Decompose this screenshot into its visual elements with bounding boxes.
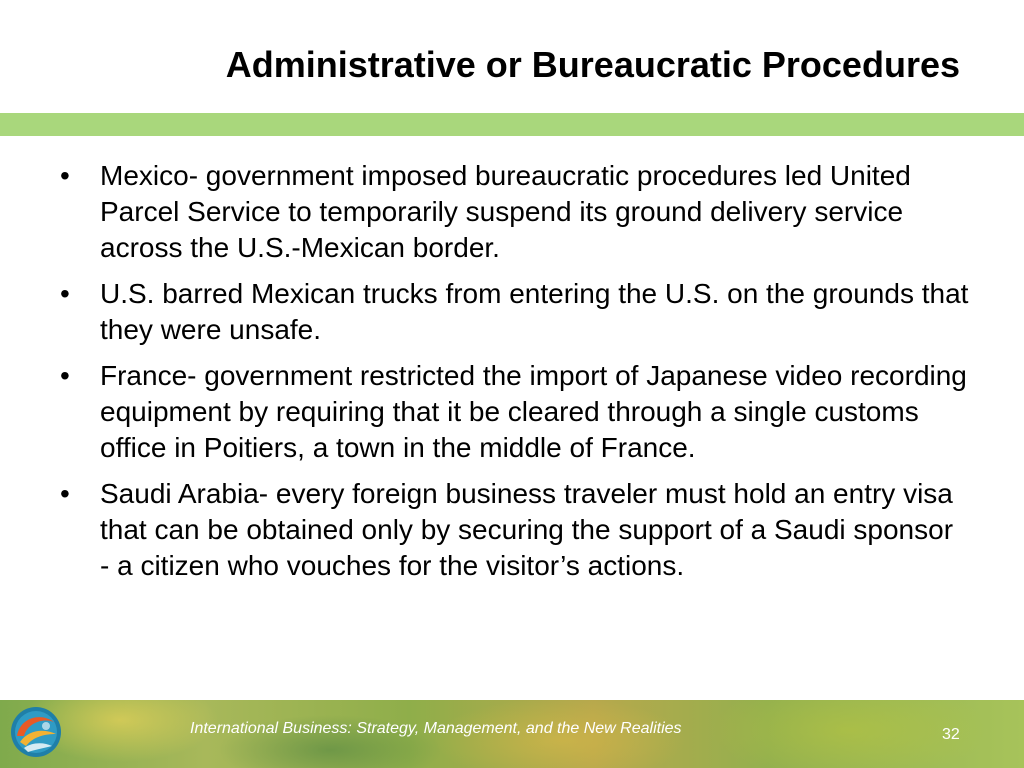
bullet-item-france (60, 358, 970, 466)
footer-banner (0, 700, 1024, 768)
footer-book-title: International Business: Strategy, Management, and the New Realities (190, 720, 682, 737)
bullet-marker: • (60, 160, 70, 191)
bullet-marker: • (60, 478, 70, 509)
bullet-marker: • (60, 278, 70, 309)
bullet-item-mexico (60, 158, 970, 266)
bullet-list (60, 158, 970, 594)
bullet-item-us (60, 276, 970, 348)
bullet-marker: • (60, 360, 70, 391)
bullet-text: France- government restricted the import of Japanese video recording equipment by requiring that it be cleared through a single customs office in Poitiers, a town in the middle of France. (100, 360, 967, 463)
title-divider-bar (0, 113, 1024, 136)
slide-title: Administrative or Bureaucratic Procedures (225, 44, 960, 85)
globe-swirl-icon (10, 706, 62, 758)
bullet-text: Mexico- government imposed bureaucratic procedures led United Parcel Service to temporarily suspend its ground delivery service across the U.S.-Mexican border. (100, 160, 911, 263)
bullet-item-saudi-arabia (60, 476, 970, 584)
bullet-text: U.S. barred Mexican trucks from entering the U.S. on the grounds that they were unsafe. (100, 278, 969, 345)
bullet-text: Saudi Arabia- every foreign business traveler must hold an entry visa that can be obtained only by securing the support of a Saudi sponsor - a citizen who vouches for the visitor’s actions. (100, 478, 954, 581)
page-number: 32 (942, 726, 960, 743)
